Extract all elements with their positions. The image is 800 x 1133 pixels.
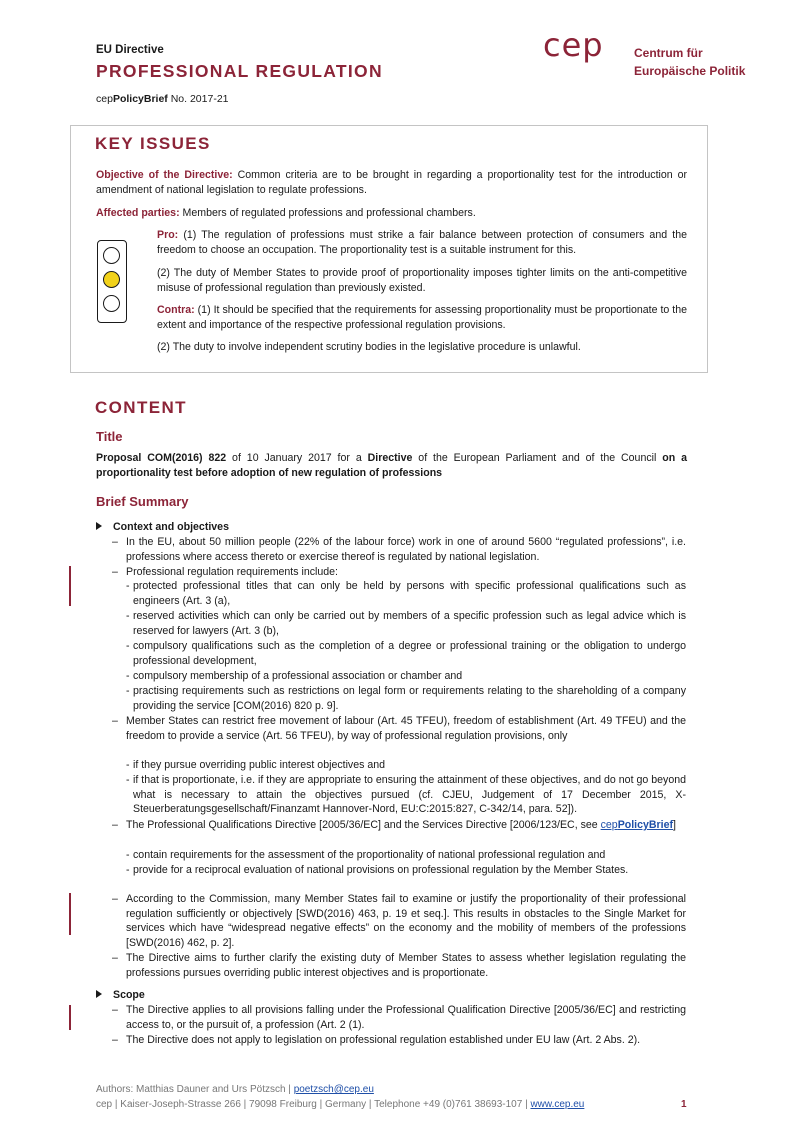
sub-item-text: contain requirements for the assessment of the proportionality of national professional regulation and [133, 849, 606, 861]
sub-item [126, 773, 686, 817]
triangle-bullet-icon [96, 522, 102, 530]
triangle-bullet-icon [96, 990, 102, 998]
pro-paragraph-2: (2) The duty of Member States to provide proof of proportionality imposes tighter limits on the anti-competitive misuse of professional regulation than previously existed. [157, 267, 687, 294]
sub-item [126, 639, 686, 668]
list-item-text [126, 818, 686, 833]
objective-paragraph [96, 168, 687, 197]
proposal-paragraph [96, 451, 687, 480]
pro-1-text: (1) The regulation of professions must strike a fair balance between protection of consumers and the freedom to choose an occupation. The proportionality test is a suitable instrument for this. [157, 229, 687, 256]
author-email-link[interactable]: poetzsch@cep.eu [293, 1084, 374, 1095]
brief-number-value: No. 2017-21 [167, 93, 229, 105]
list-item [112, 1033, 686, 1048]
dash-marker: – [112, 952, 118, 964]
sub-item-text: if that is proportionate, i.e. if they are appropriate to ensuring the attainment of these objectives, and do not go beyond what is necessary to attain the objectives pursued (cf. CJEU, Judgement of 17 December 2015, X-Steuerberatungsgesellschaft/Finanzamt Hannover-Nord, EU:C:2015:827, C-342/14, para. 52]). [133, 774, 686, 816]
list-item [112, 714, 686, 743]
policybrief-link-prefix: cep [600, 819, 618, 831]
change-bar [69, 1005, 71, 1030]
list-item-text: The Directive applies to all provisions falling under the Professional Qualification Directive [2005/36/EC] and restricting access to, or the pursuit of, a profession (Art. 2 (1). [126, 1004, 686, 1031]
contra-paragraph-1 [157, 303, 687, 332]
logo-name-line2: Europäische Politik [634, 64, 746, 78]
dash-marker: – [112, 566, 118, 578]
scope-heading [96, 988, 145, 1003]
dash-marker: – [112, 819, 118, 831]
traffic-light-middle [103, 271, 120, 288]
sub-marker: - [126, 610, 130, 622]
brief-number [96, 92, 229, 107]
brief-summary-heading: Brief Summary [96, 494, 189, 509]
affected-text: Members of regulated professions and professional chambers. [179, 207, 476, 219]
list-item [112, 951, 686, 980]
sub-item [126, 848, 686, 863]
services-directive-text: The Professional Qualifications Directive [2005/36/EC] and the Services Directive [2006/123/EC, see [126, 819, 601, 831]
pro-paragraph-1 [157, 228, 687, 257]
list-item [112, 535, 686, 564]
context-heading-text: Context and objectives [113, 521, 229, 533]
objective-text: Common criteria are to be brought in regarding a proportionality test for the introduction or amendment of national legislation to regulate professions. [96, 169, 687, 196]
traffic-light-icon [97, 240, 127, 323]
sub-item-text: provide for a reciprocal evaluation of national provisions on professional regulation by the Member States. [133, 864, 629, 876]
brief-bold: PolicyBrief [112, 93, 168, 105]
footer-authors [96, 1083, 374, 1098]
closing-bracket: ] [673, 819, 676, 831]
sub-marker: - [126, 640, 130, 652]
list-item [112, 1003, 686, 1032]
dash-marker: – [112, 715, 118, 727]
proposal-bold-1: Proposal COM(2016) 822 [96, 452, 227, 464]
sub-item [126, 758, 686, 773]
change-bar [69, 566, 71, 606]
scope-heading-text: Scope [113, 989, 145, 1001]
sub-item [126, 609, 686, 638]
traffic-light-bottom [103, 295, 120, 312]
list-item-text: The Directive aims to further clarify the existing duty of Member States to assess whether legislation regulating the professions pursues overriding public interest objectives and is proportionate. [126, 952, 686, 979]
pro-label: Pro: [157, 229, 179, 241]
sub-item-text: compulsory membership of a professional association or chamber and [133, 670, 463, 682]
list-item [112, 818, 686, 833]
sub-item [126, 863, 686, 878]
dash-marker: – [112, 1034, 118, 1046]
policybrief-link-bold: PolicyBrief [617, 819, 674, 831]
proposal-text-1: of 10 January 2017 for a [226, 452, 368, 464]
affected-label: Affected parties: [96, 207, 180, 219]
content-title: CONTENT [95, 398, 187, 417]
sub-marker: - [126, 864, 130, 876]
change-bar [69, 893, 71, 935]
document-category: EU Directive [96, 44, 164, 56]
sub-item-text: compulsory qualifications such as the completion of a degree or professional training or the obligation to undergo professional development, [133, 640, 686, 667]
sub-marker: - [126, 774, 130, 786]
sub-item [126, 669, 686, 684]
sub-marker: - [126, 759, 130, 771]
sub-item [126, 684, 686, 713]
dash-marker: – [112, 1004, 118, 1016]
logo-name-line1: Centrum für [634, 46, 703, 60]
list-item-text: According to the Commission, many Member States fail to examine or justify the proportionality of their professional regulation sufficiently or objectively [SWD(2016) 463, p. 19 et seq.]. This results in obstacles to the Single Market for services which have “widespread negative effects” on the economy and the mobility of members of the professions [SWD(2016) 462, p. 2]. [126, 893, 686, 949]
document-title: PROFESSIONAL REGULATION [96, 61, 383, 81]
dash-marker: – [112, 893, 118, 905]
list-item [112, 565, 686, 580]
footer-address [96, 1098, 584, 1113]
brief-prefix: cep [96, 93, 113, 105]
list-item-text: Member States can restrict free movement of labour (Art. 45 TFEU), freedom of establishment (Art. 49 TFEU) and the freedom to provide a service (Art. 56 TFEU), by way of professional regulation provisions, only [126, 715, 686, 742]
policybrief-link[interactable] [601, 819, 673, 831]
cep-logo [533, 26, 763, 88]
list-item [112, 892, 686, 950]
sub-marker: - [126, 849, 130, 861]
list-item-text: Professional regulation requirements include: [126, 566, 338, 578]
proposal-bold-3: on a proportionality test before adoption of new regulation of professions [96, 452, 687, 479]
sub-item-text: reserved activities which can only be carried out by members of a specific profession such as legal advice which is reserved for lawyers (Art. 3 (b), [133, 610, 686, 637]
contra-1-text: (1) It should be specified that the requirements for assessing proportionality must be proportionate to the extent and importance of the respective professional regulation provisions. [157, 304, 687, 331]
page-number: 1 [681, 1099, 687, 1110]
sub-marker: - [126, 580, 130, 592]
contra-label: Contra: [157, 304, 195, 316]
list-item-text: The Directive does not apply to legislation on professional regulation established under EU law (Art. 2 Abs. 2). [126, 1034, 641, 1046]
sub-marker: - [126, 685, 130, 697]
proposal-bold-2: Directive [367, 452, 413, 464]
sub-item-text: protected professional titles that can only be held by persons with specific professional qualifications such as engineers (Art. 3 (a), [133, 580, 686, 607]
sub-marker: - [126, 670, 130, 682]
logo-name [634, 44, 745, 80]
sub-item-text: if they pursue overriding public interest objectives and [133, 759, 386, 771]
objective-label: Objective of the Directive: [96, 169, 233, 181]
dash-marker: – [112, 536, 118, 548]
traffic-light-top [103, 247, 120, 264]
affected-paragraph [96, 206, 687, 221]
sub-item-text: practising requirements such as restrictions on legal form or requirements relating to the shareholding of a company providing the service [COM(2016) 820 p. 9]. [133, 685, 686, 712]
title-heading: Title [96, 429, 123, 444]
website-link[interactable]: www.cep.eu [530, 1099, 585, 1110]
key-issues-title: KEY ISSUES [95, 134, 211, 153]
sub-item [126, 579, 686, 608]
contra-paragraph-2: (2) The duty to involve independent scrutiny bodies in the legislative procedure is unlawful. [157, 341, 581, 353]
footer-address-text: cep | Kaiser-Joseph-Strasse 266 | 79098 Freiburg | Germany | Telephone +49 (0)761 38693-107 | [96, 1099, 531, 1110]
list-item-text: In the EU, about 50 million people (22% of the labour force) work in one of around 5600 “regulated professions”, i.e. professions where access thereto or exercise thereof is regulated by national legislation. [126, 536, 686, 563]
logo-mark: cep [543, 26, 604, 64]
context-heading [96, 520, 229, 535]
footer-authors-text: Authors: Matthias Dauner and Urs Pötzsch | [96, 1084, 294, 1095]
proposal-text-2: of the European Parliament and of the Council [412, 452, 663, 464]
